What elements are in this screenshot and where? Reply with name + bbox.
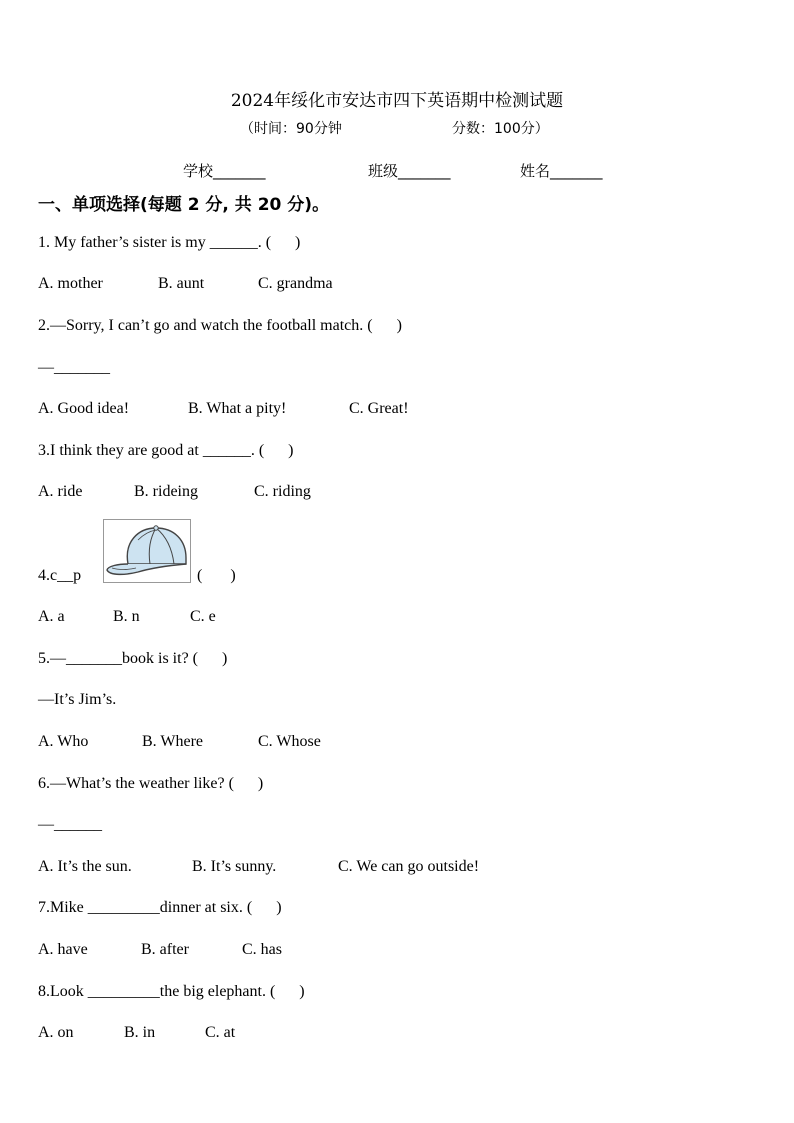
q4-option-a: A. a — [38, 608, 65, 625]
q2-option-c: C. Great! — [349, 400, 409, 417]
name-field: 姓名_______ — [520, 162, 603, 180]
q6-option-b: B. It’s sunny. — [192, 858, 277, 875]
section-title: 一、单项选择(每题 2 分, 共 20 分)。 — [38, 195, 330, 215]
q1-option-a: A. mother — [38, 275, 103, 292]
q8-option-c: C. at — [205, 1024, 236, 1041]
q1-option-c: C. grandma — [258, 275, 333, 292]
q2-reply: —_______ — [38, 359, 110, 376]
question-7: 7.Mike _________dinner at six. ( ) — [38, 899, 282, 916]
class-field: 班级_______ — [368, 162, 451, 180]
q8-option-a: A. on — [38, 1024, 74, 1041]
question-6: 6.—What’s the weather like? ( ) — [38, 775, 264, 792]
q4-bracket: ( ) — [197, 567, 236, 584]
q5-reply: —It’s Jim’s. — [38, 691, 117, 708]
question-1: 1. My father’s sister is my ______. ( ) — [38, 234, 301, 251]
q7-option-c: C. has — [242, 941, 282, 958]
q3-option-c: C. riding — [254, 483, 311, 500]
question-4: 4.c__p — [38, 567, 82, 584]
q6-option-a: A. It’s the sun. — [38, 858, 132, 875]
exam-score: 分数：100分） — [452, 121, 549, 137]
question-8: 8.Look _________the big elephant. ( ) — [38, 983, 305, 1000]
q5-option-a: A. Who — [38, 733, 89, 750]
q6-option-c: C. We can go outside! — [338, 858, 480, 875]
question-5: 5.—_______book is it? ( ) — [38, 650, 228, 667]
q6-reply: —______ — [38, 816, 102, 833]
q7-option-b: B. after — [141, 941, 189, 958]
q1-option-b: B. aunt — [158, 275, 205, 292]
school-field: 学校_______ — [183, 162, 266, 180]
q3-option-a: A. ride — [38, 483, 83, 500]
q4-option-c: C. e — [190, 608, 216, 625]
q5-option-b: B. Where — [142, 733, 204, 750]
question-3: 3.I think they are good at ______. ( ) — [38, 442, 294, 459]
q2-option-b: B. What a pity! — [188, 400, 287, 417]
q7-option-a: A. have — [38, 941, 88, 958]
question-2: 2.—Sorry, I can’t go and watch the football match. ( ) — [38, 317, 402, 334]
cap-icon — [103, 519, 191, 583]
q2-option-a: A. Good idea! — [38, 400, 130, 417]
q5-option-c: C. Whose — [258, 733, 321, 750]
q3-option-b: B. rideing — [134, 483, 198, 500]
exam-time: （时间：90分钟 — [240, 121, 342, 137]
q8-option-b: B. in — [124, 1024, 156, 1041]
q4-option-b: B. n — [113, 608, 140, 625]
exam-title: 2024年绥化市安达市四下英语期中检测试题 — [230, 91, 564, 111]
